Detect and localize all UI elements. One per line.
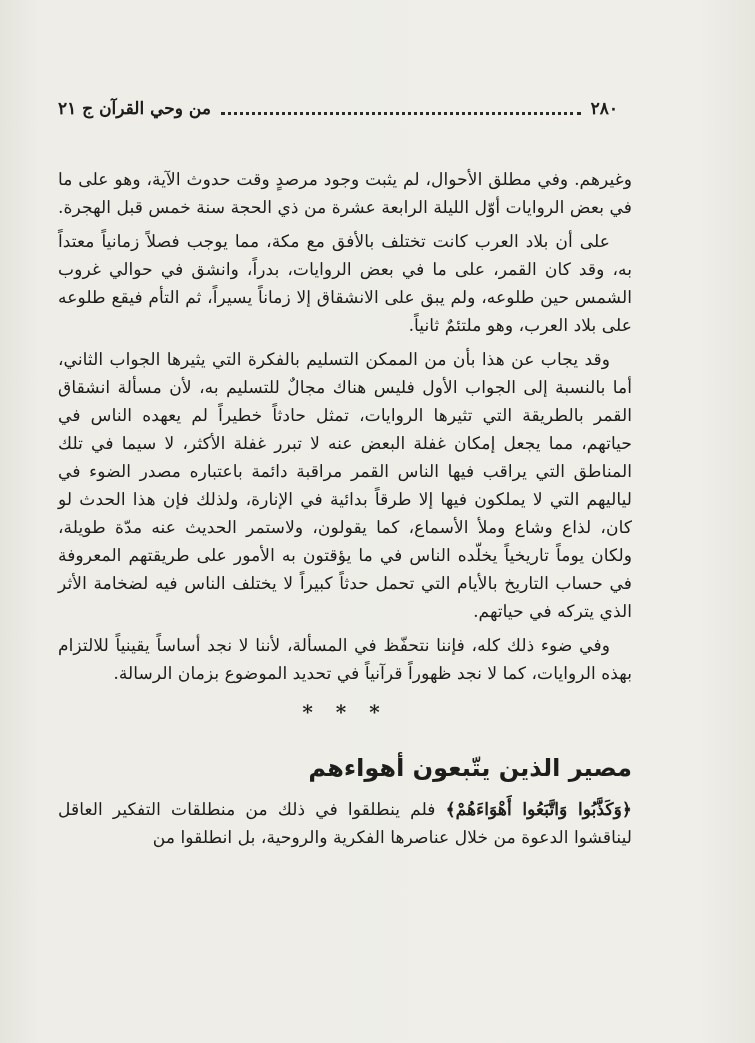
section-title: مصير الذين يتّبعون أهواءهم <box>308 754 632 782</box>
quran-verse: ﴿وَكَذَّبُوا وَاتَّبَعُوا أَهْوَاءَهُمْ﴾ <box>445 800 632 820</box>
paragraph: وفي ضوء ذلك كله، فإننا نتحفّظ في المسألة، لأننا لا نجد أساساً يقينياً للالتزام بهذه الروايات، كما لا نجد ظهوراً قرآنياً في تحديد الموضوع بزمان الرسالة. <box>58 636 632 684</box>
page-body <box>58 166 632 858</box>
header-dotted-leader <box>221 111 581 115</box>
paragraph <box>58 796 632 852</box>
page-number: ٢٨٠ <box>590 99 618 119</box>
paragraph: وقد يجاب عن هذا بأن من الممكن التسليم بالفكرة التي يثيرها الجواب الثاني، أما بالنسبة إلى الجواب الأول فليس هناك مجالٌ للتسليم به، لأن مسألة انشقاق القمر بالطريقة التي تثيرها الروايات، تمثل حادثاً خطيراً لم يعهده الناس في حياتهم، مما يجعل إمكان غفلة البعض عنه لا تبرر غفلة الأكثر، لا سيما في تلك المناطق التي يراقب فيها الناس القمر مراقبة دائمة باعتباره مصدر الضوء في لياليهم التي لا يملكون فيها إلا طرقاً بدائية في الإنارة، ولذلك فإن هذا الحدث لو كان، لذاع وشاع وملأ الأسماع، كما يقولون، ولاستمر الحديث عنه مدّة طويلة، ولكان يوماً تاريخياً يخلّده الناس في ما يؤقتون به الأمور على طريقتهم المعروفة في حساب التاريخ بالأيام التي تحمل حدثاً كبيراً لا يختلف الناس فيه لضخامة الأثر الذي يتركه في حياتهم. <box>58 350 632 622</box>
paragraph-text: فلم ينطلقوا في ذلك من منطلقات التفكير العاقل ليناقشوا الدعوة من خلال عناصرها الفكرية والروحية، بل انطلقوا من <box>58 800 632 848</box>
running-header <box>58 92 618 126</box>
paragraph: على أن بلاد العرب كانت تختلف بالأفق مع مكة، مما يوجب فصلاً زمانياً معتداً به، وقد كان القمر، على ما في بعض الروايات، بدراً، وانشق في حوالي غروب الشمس حين طلوعه، ولم يبق على الانشقاق إلا زماناً يسيراً، ثم التأم فيقع طلوعه على بلاد العرب، وهو ملتئمٌ ثانياً. <box>58 232 632 336</box>
section-separator: * * * <box>302 700 388 724</box>
book-title: من وحي القرآن ج ٢١ <box>58 99 211 119</box>
paragraph: وغيرهم. وفي مطلق الأحوال، لم يثبت وجود مرصدٍ وقت حدوث الآية، وهو على ما في بعض الروايات أوّل الليلة الرابعة عشرة من ذي الحجة سنة خمس قبل الهجرة. <box>58 170 632 218</box>
